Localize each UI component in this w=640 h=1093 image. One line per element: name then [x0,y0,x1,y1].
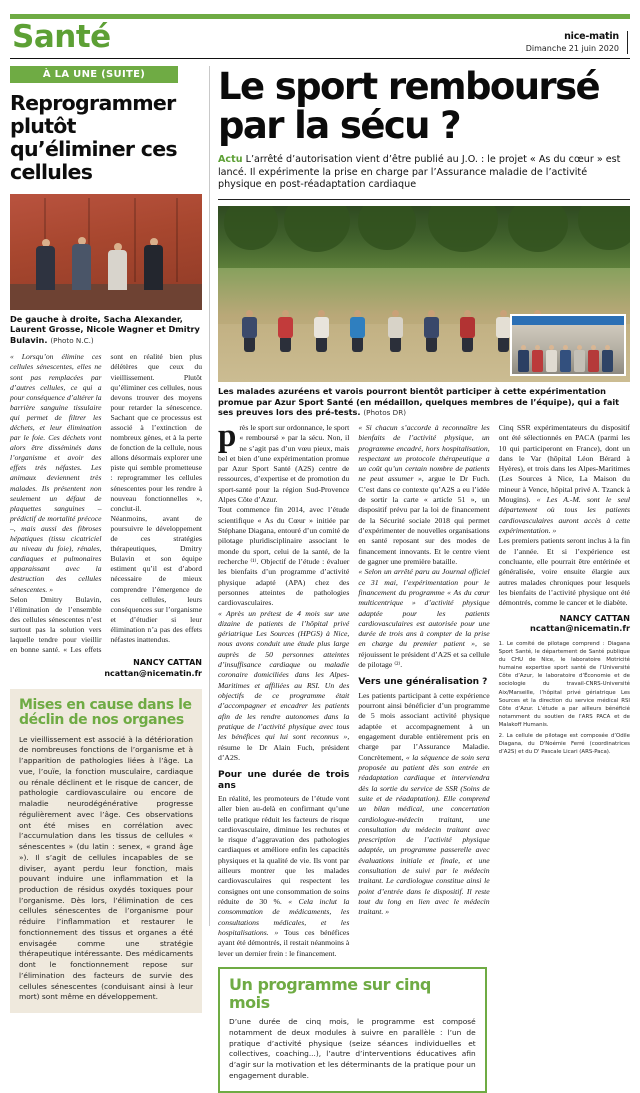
main-article [210,65,630,1080]
newspaper-brand: nice-matin [564,30,619,42]
sidebar-infobox-title: Mises en cause dans le déclin de nos organes [19,696,192,729]
footnotes [499,640,630,757]
sidebar-infobox-body: Le vieillissement est associé à la détérioration de nombreuses fonctions de l’organisme et à l’apparition de pathologies liées à l’âge. La vue, l’ouïe, la fonction musculaire, cardiaque ou rénale déclinent et le risque de cancer, de pathologie cardiovasculaire ou encore de maladie neurodégénérative progresse régulièrement avec l’âge. Ces observations ont été mises en corrélation avec l’accumulation dans les tissus de cellules « sénescentes » (du latin : senex, « grand âge »). Il s’agit de cellules incapables de se diviser, ayant perdu leur fonction, mais pouvant induire une inflammation et la production de résidus oxydés toxiques pour l’organisme. Dès lors, l’élimination de ces cellules sénescentes de l’organisme pour réduire l’inflammation et restaurer le fonctionnement des tissus et organes a été envisagée comme une stratégie thérapeutique intéressante. Des médicaments dont le fonctionnement repose sur l’élimination des facteurs de survie des cellules sénescentes (conduisant ainsi à leur mort) sont même en développement. [19,734,193,1002]
main-photo [218,206,630,382]
main-photo-credit: (Photos DR) [363,408,406,418]
subhead-generalisation: Vers une généralisation ? [358,677,488,688]
sidebar-article [10,66,210,1002]
issue-date: Dimanche 21 juin 2020 [525,43,619,53]
col2-p3 [358,691,489,918]
masthead [10,0,630,59]
lead-rule [218,199,630,200]
col1-p3-quote: « Après un prétest de 4 mois sur une dizaine de patients de l’hôpital privé gériatrique Les Sources (HPGS) à Nice, nous avons conduit une étude plus large auprès de 50 personnes atteintes d’insuffisance cardiaque ou maladie coronaire domiciliées dans les Alpes-Maritimes et affiliées au RSI. Un des objectifs de ce programme était d’accompagner et encadrer les patients afin de les rendre autonomes dans la pratique de l’activité physique avec tous les bénéfices qui lui sont reconnus », [218,608,350,742]
col1-p6-text: Tous ces bénéfices ayant été démontrés, il restait néanmoins à lever un dernier frein : le financement. [218,927,350,958]
col1-p1: près le sport sur ordonnance, le sport « remboursé » par la sécu. Non, il ne s’agit pas d’un vœu pieux, mais bel et bien d’une expérimentation promue par Azur Sport Santé (A2S) centre de ressources, d’expertise et de promotion du sport-santé pour la région Sud-Provence Alpes Côte d’Azur. [218,417,350,505]
col2-p2-quote: « Selon un arrêté paru au Journal officiel ce 31 mai, l’expérimentation pour le financement du programme « As du cœur multicentrique » d’activité physique adaptée pour les patients cardiovasculaires est autorisée pour une durée de trois ans à compter de la prise en charge du premier patient », [358,567,490,649]
masthead-bottom-rule [10,58,630,60]
main-email[interactable]: ncattan@nicematin.fr [530,623,630,634]
col1-p3-tail: résume le Dr Alain Fuch, président d’A2S. [218,742,350,762]
sidebar-photo-credit: (Photo N.C.) [50,335,94,345]
sidebar-headline: Reprogrammer plutôt qu’éliminer ces cellules [10,91,177,184]
masthead-meta [526,31,628,54]
col2-p3-text: Les patients participant à cette expérience pourront ainsi bénéficier d’un programme de 5 mois associant activité physique adaptée et accompagnement à un engagement durable entièrement pris en charge par l’Assurance Maladie. Concrètement, [358,690,490,762]
col2-p4-quote: « la séquence de soin sera proposée au patient dès son entrée en réadaptation cardiaque et interviendra dès la sortie du service de SSR (Soins de suite et de réadaptation). Elle comprend un bilan médical, une concertation cardiologue-médecin traitant, une consultation du médecin traitant avec prescription de l’activité physique adaptée, un programme passerelle avec évaluations initiale et finale, et une consultation de suivi par le médecin traitant. Le cardiologue constitue ainsi le point d’entrée dans le dispositif. Il reste tout du long en lien avec le médecin traitant. » [358,752,490,917]
section-title: Santé [12,19,111,55]
sidebar-body-p1: « Lorsqu’on élimine ces cellules sénescentes, elles ne sont pas remplacées par d’autres cellules, ce qui a pour conséquence d’altérer la barrière sanguine tissulaire qui permet de filtrer les déchets, et leur élimination par le foie. Ces déchets vont alors être disséminés dans l’organisme et avoir des effets très néfastes. Les animaux deviennent très malades. Ils présentent non seulement un défaut de plaquettes sanguines – prédictif de mortalité précoce –, mais aussi des fibroses hépatiques (tissu cicatriciel au niveau du foie), rénales, cardiaques et pulmonaires apparaissant avec la destruction des cellules sénescentes. » [10,352,102,594]
subhead-duree: Pour une durée de trois ans [218,770,350,791]
main-lead [218,154,630,192]
sidebar-body [10,352,202,655]
main-article-columns [218,417,630,959]
sidebar-byline [10,658,202,679]
sidebar-body-p3: Néanmoins, avant de poursuivre le développement de ces stratégies thérapeutiques, Dmitry Bulavin et son équipe estiment qu’il est d’abord nécessaire de mieux comprendre l’émergence de ces cellules, leurs conséquences sur l’organisme et d’étudier si leur élimination n’a pas des effets néfastes inattendus. [110,513,202,644]
lead-tag: Actu [218,153,243,165]
col1-p3 [218,609,349,764]
col2-p2 [358,567,489,670]
sidebar-photo-caption [10,314,202,346]
sidebar-photo-caption-text: De gauche à droite, Sacha Alexander, Laurent Grosse, Nicole Wagner et Dmitry Bulavin. [10,313,200,345]
bottom-area [218,959,630,1093]
col3-p1-text: Cinq SSR expérimentateurs du dispositif ont été sélectionnés en PACA (parmi les 10 qui participeront en France), dont un dans le Var (hôpital Léon Bérard à Hyères), et trois dans les Alpes-Maritimes (Les Sources à Nice, La Maison du mineur à Vence, hôpital privé A. Tzanck à Mougins). [498,422,630,505]
page-content [10,65,630,1080]
col1-p4-text: En réalité, les promoteurs de l’étude vont aller bien au-delà en confirmant qu’une telle pratique réduit les facteurs de risque cardiovasculaire, diminue les rechutes et le risque d’aggravation des pathologies cardiaques et améliore enfin les capacités physiques et la qualité de vie. Ils vont par ailleurs montrer que les malades cardiovasculaires qui respectent les consignes ont une consommation de soins réduite de 30 %. [218,793,350,907]
lead-text: L’arrêté d’autorisation vient d’être publié au J.O. : le projet « As du cœur » est lancé. Il expérimente la prise en charge par l’Assurance maladie de l’activité physique en post-réadaptation cardiaque [218,153,621,191]
col3-p1 [499,423,630,536]
article-column-2 [358,423,489,959]
green-infobox [218,967,487,1093]
green-infobox-title: Un programme sur cinq mois [229,974,431,1012]
col1-p2: Tout commence fin 2014, avec l’étude scientifique « As du Cœur » initiée par Stéphane Diagana, entouré d’un comité de pilotage pluridisciplinaire associant le monde du sport, celui de la santé, de la recherche ⁽¹⁾. Objectif de l’étude : évaluer les bienfaits d’un programme d’activité physique adapté (APA) chez des personnes atteintes de pathologies cardiovasculaires. [218,505,350,608]
inset-photo [510,314,626,376]
col2-p1-tail: argue le Dr Fuch. C’est dans ce contexte qu’A2S a eu l’idée de sortir la carte « article 51 », un dispositif prévu par la loi de financement de la Sécurité sociale 2018 qui permet d’expérimenter de nouvelles organisations en santé reposant sur des modes de financement innovants. Et le centre vient de gagner une première bataille. [358,474,490,566]
col1-p4 [218,794,349,959]
sidebar-body-p2: Selon Dmitry Bulavin, l’élimination de l’ensemble des cellules sénescentes n’est surtout pas la solution vers laquelle tendre pour vieillir en bonne santé. « Les effets sont en réalité bien plus délétères que ceux du vieillissement. Plutôt qu’éliminer ces cellules, nous devons trouver des moyens pour retarder la sénescence. Sachant que ce processus est associé à l’extinction de nombreux gènes, et à la perte de fonction de la cellule, nous allons désormais explorer une piste qui semble prometteuse : reprogrammer les cellules sénescentes pour les rendre à nouveau fonctionnelles », conclut-il. [10,352,202,655]
col3-p3: Les premiers patients seront inclus à la fin de l’année. Et si l’expérience est concluante, elle pourrait être entérinée et généralisée, voire ensuite élargie aux autres malades chroniques pour lesquels les bienfaits de l’activité physique ont été démontrés, comme le cancer et le diabète. [498,536,630,608]
main-byline [499,613,630,634]
col1-p5-quote: « Cela inclut la consommation de médicaments, les consultations médicales, et les hospitalisations. » [218,897,350,937]
green-infobox-body: D’une durée de cinq mois, le programme est composé notamment de deux modules à suivre en parallèle : l’un de pratique d’activité physique (seize séances individuelles et collectives, coaching...), l’autre d’interventions éducatives afin d’agir sur la motivation et les déterminants de la pratique pour un engagement durable. [229,1017,476,1080]
main-photo-caption [218,386,630,418]
main-headline: Le sport remboursé par la sécu ? [218,65,600,147]
article-column-3 [499,423,630,959]
sidebar-infobox [10,689,202,1013]
sidebar-author: NANCY CATTAN [133,658,202,668]
col2-p2-tail: se réjouissent le président d’A2S et sa cellule de pilotage ⁽²⁾. [358,639,490,670]
sidebar-email[interactable]: ncattan@nicematin.fr [104,668,202,678]
article-column-1 [218,417,350,959]
col3-p2-quote: « Les A.-M. sont le seul département où tous les patients cardiovasculaires auront accès à cette expérimentation. » [498,495,630,536]
sidebar-kicker: À LA UNE (SUITE) [10,66,178,83]
col2-p1-quote: « Si chacun s’accorde à reconnaître les bienfaits de l’activité physique, un programme encadré, hors hospitalisation, respectant un protocole thérapeutique a un coût qu’un certain nombre de patients ne peut assumer », [358,422,490,484]
main-author: NANCY CATTAN [559,612,630,623]
sidebar-photo [10,194,202,310]
main-photo-caption-text: Les malades azuréens et varois pourront bientôt participer à cette expérimentation promue par Azur Sport Santé (en médaillon, quelques membres de l’équipe), qui a fait ses preuves lors des pré-tests. [218,386,620,418]
footnote-1: 1. Le comité de pilotage comprend : Diagana Sport Santé, le département de Santé publique du CHU de Nice, le laboratoire Motricité humaine expertise sport santé de l’Université Côte d’Azur, le laboratoire d’Économie et de sociologie du travail-CNRS-Université Aix/Marseille, l’hôpital privé gériatrique Les Sources et la direction du service médical RSI Côte d’Azur. L’étude a par ailleurs bénéficié notamment du soutien de l’ARS PACA et de Malakoff Humanis. [498,640,630,728]
col2-p1 [358,423,489,567]
footnote-2: 2. La cellule de pilotage est composée d’Odile Diagana, du D'Noémie Ferré (coordinatrices d’A2S) et du D' Pascale Licari (ARS-Paca). [498,733,630,756]
